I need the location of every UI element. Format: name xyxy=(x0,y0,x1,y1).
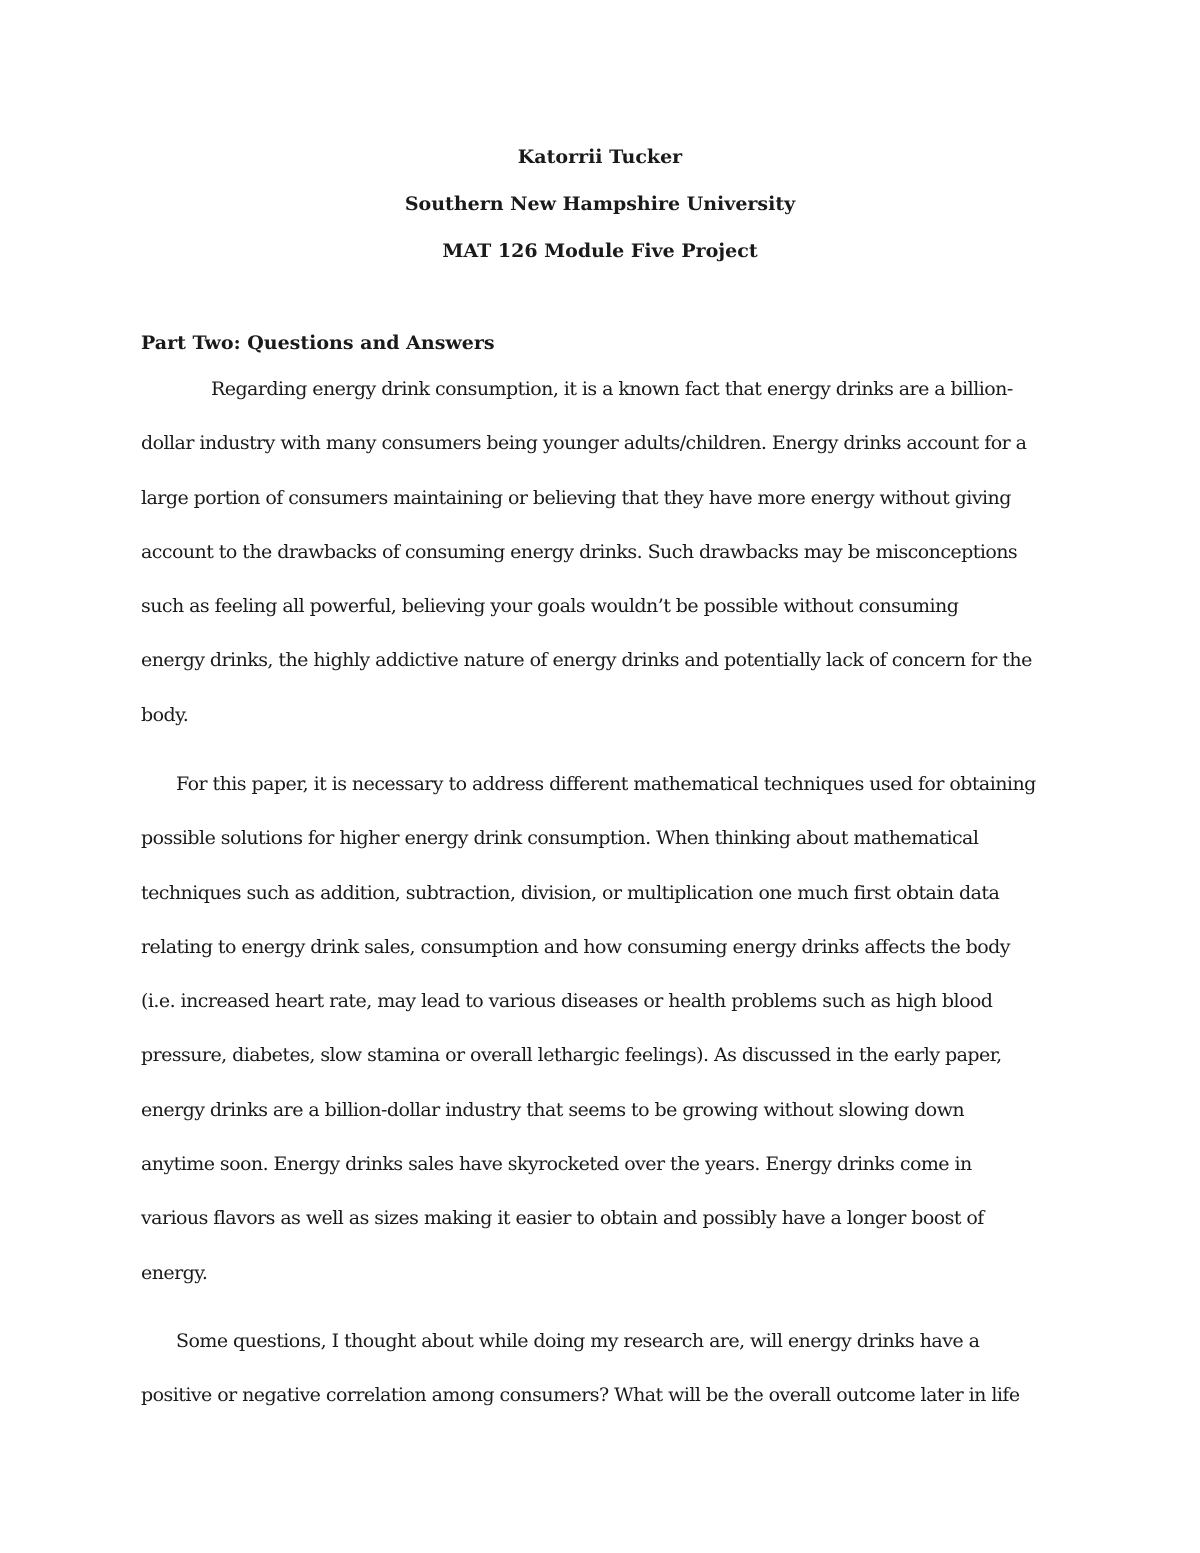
paragraph-line: energy. xyxy=(141,1261,208,1284)
paragraph-line: Some questions, I thought about while doing my research are, will energy drinks have a xyxy=(176,1330,980,1352)
paragraph-line: various flavors as well as sizes making it easier to obtain and possibly have a longer boost of xyxy=(141,1207,984,1230)
paragraph-line: relating to energy drink sales, consumption and how consuming energy drinks affects the body xyxy=(141,935,1010,958)
paragraph-line: large portion of consumers maintaining or believing that they have more energy without giving xyxy=(141,486,1011,509)
course-title: MAT 126 Module Five Project xyxy=(442,240,758,262)
paragraph-line: (i.e. increased heart rate, may lead to various diseases or health problems such as high blood xyxy=(141,990,993,1013)
paragraph-line: anytime soon. Energy drinks sales have skyrocketed over the years. Energy drinks come in xyxy=(141,1153,972,1176)
section-heading: Part Two: Questions and Answers xyxy=(141,332,495,354)
institution-name: Southern New Hampshire University xyxy=(404,193,796,215)
paragraph-line: such as feeling all powerful, believing your goals wouldn’t be possible without consuming xyxy=(141,595,959,618)
paragraph-line: energy drinks are a billion-dollar industry that seems to be growing without slowing down xyxy=(141,1098,965,1121)
paragraph-line: energy drinks, the highly addictive nature of energy drinks and potentially lack of concern for the xyxy=(141,649,1032,672)
paragraph-line: techniques such as addition, subtraction, division, or multiplication one much first obtain data xyxy=(141,881,1000,904)
paragraph-line: pressure, diabetes, slow stamina or overall lethargic feelings). As discussed in the early paper, xyxy=(141,1044,1002,1067)
paragraph-line: possible solutions for higher energy drink consumption. When thinking about mathematical xyxy=(141,827,979,850)
paragraph-line: positive or negative correlation among consumers? What will be the overall outcome later in life xyxy=(141,1384,1020,1407)
paragraph-line: For this paper, it is necessary to address different mathematical techniques used for obtaining xyxy=(176,773,1036,795)
author-name: Katorrii Tucker xyxy=(517,146,683,168)
paragraph-1 xyxy=(141,362,1061,742)
paragraph-2 xyxy=(141,757,1061,1300)
paragraph-3 xyxy=(141,1314,1061,1423)
paragraph-line: body. xyxy=(141,703,189,726)
paragraph-line: account to the drawbacks of consuming energy drinks. Such drawbacks may be misconceptions xyxy=(141,540,1018,563)
paragraph-line: Regarding energy drink consumption, it is a known fact that energy drinks are a billion- xyxy=(211,378,1013,400)
paragraph-line: dollar industry with many consumers being younger adults/children. Energy drinks account for a xyxy=(141,432,1027,455)
